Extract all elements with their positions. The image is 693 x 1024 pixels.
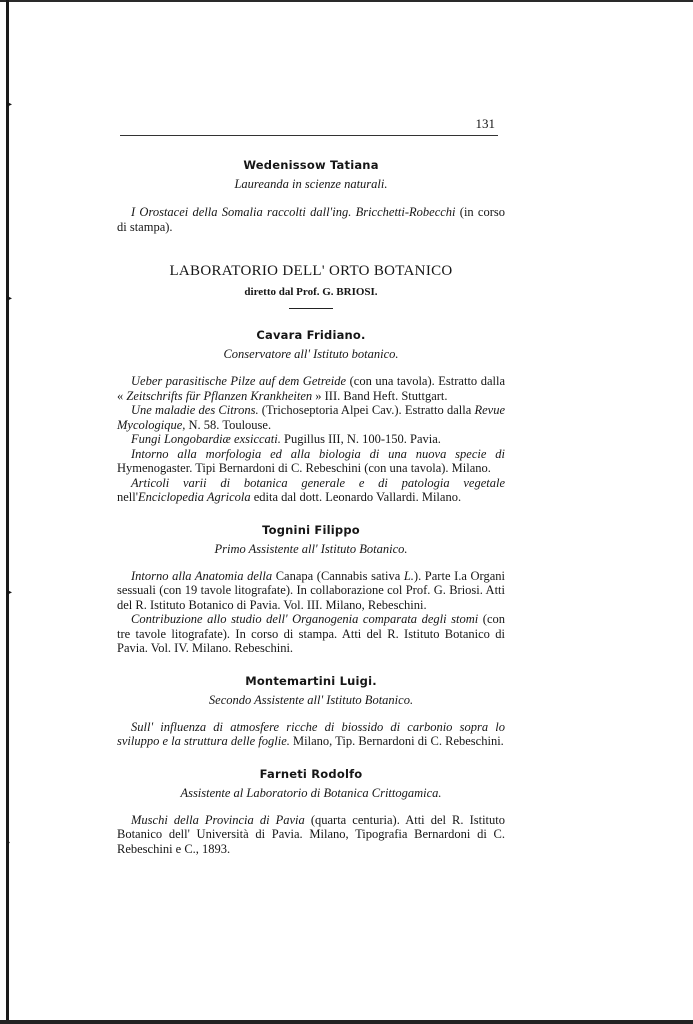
page-top-edge xyxy=(0,0,693,2)
publication-entry: Intorno alla Anatomia della Canapa (Cannabis sativa L.). Parte I.a Organi sessuali (con 19 tavole litografate). In collaborazione col Prof. G. Briosi. Atti del R. Istituto Botanico di Pavia. Vol. III. Milano, Rebeschini. xyxy=(117,568,506,612)
staff-role: Primo Assistente all' Istituto Botanico. xyxy=(214,541,408,556)
publication-entry: Intorno alla morfologia ed alla biologia di una nuova specie di Hymenogaster. Tipi Bernardoni di C. Rebeschini (con una tavola). Milano. xyxy=(117,446,505,475)
header-rule xyxy=(120,135,498,136)
staff-role: Assistente al Laboratorio di Botanica Crittogamica. xyxy=(180,785,442,800)
staff-role: Secondo Assistente all' Istituto Botanico. xyxy=(208,692,414,707)
staff-section xyxy=(117,674,505,749)
publication-entry: Muschi della Provincia di Pavia (quarta centuria). Atti del R. Istituto Botanico dell' Università di Pavia. Milano, Tipografia Bernardoni di C. Rebeschini e C., 1893. xyxy=(117,812,506,856)
publication-entry: Fungi Longobardiæ exsiccati. Pugillus III, N. 100-150. Pavia. xyxy=(131,432,441,446)
publication-entry: I Orostacei della Somalia raccolti dall'ing. Bricchetti-Robecchi (in corso di stampa). xyxy=(117,205,505,234)
publication-entry: Sull' influenza di atmosfere ricche di biossido di carbonio sopra lo sviluppo e la struttura delle foglie. Milano, Tip. Bernardoni di C. Rebeschini. xyxy=(117,719,505,748)
publication-entry: Articoli varii di botanica generale e di patologia vegetale nell'Enciclopedia Agricola edita dal dott. Leonardo Vallardi. Milano. xyxy=(117,475,505,504)
staff-role: Laureanda in scienze naturali. xyxy=(234,177,388,191)
staff-name: Montemartini Luigi. xyxy=(245,673,377,688)
page-bottom-edge xyxy=(0,1020,693,1024)
laboratory-heading xyxy=(117,263,505,309)
section-divider xyxy=(289,308,333,309)
laboratory-director: diretto dal Prof. G. BRIOSI. xyxy=(244,286,378,298)
binding-mark: ▸ xyxy=(7,99,13,110)
binding-mark: ▸ xyxy=(7,587,13,598)
publication-entry: Ueber parasitische Pilze auf dem Getreide (con una tavola). Estratto dalla « Zeitschrifts für Pflanzen Krankheiten » III. Band Heft. Stuttgart. xyxy=(117,374,506,403)
page-number: 131 xyxy=(475,116,495,131)
staff-name: Wedenissow Tatiana xyxy=(243,158,379,172)
page-binding-edge xyxy=(6,0,9,1024)
page-content xyxy=(117,158,505,856)
staff-name: Farneti Rodolfo xyxy=(259,766,363,781)
binding-mark: ▸ xyxy=(7,293,13,304)
staff-name: Tognini Filippo xyxy=(262,522,360,537)
staff-section xyxy=(117,328,505,505)
staff-section xyxy=(117,767,505,857)
staff-name: Cavara Fridiano. xyxy=(256,328,366,342)
publication-entry: Une maladie des Citrons. (Trichoseptoria Alpei Cav.). Estratto dalla Revue Mycologique, N. 58. Toulouse. xyxy=(117,403,505,432)
staff-section xyxy=(117,523,505,656)
staff-section xyxy=(117,158,505,234)
staff-role: Conservatore all' Istituto botanico. xyxy=(223,347,399,361)
binding-mark: › xyxy=(7,837,11,848)
publication-entry: Contribuzione allo studio dell' Organogenia comparata degli stomi (con tre tavole litografate). In corso di stampa. Atti del R. Istituto Botanico di Pavia. Vol. IV. Milano. Rebeschini. xyxy=(117,612,505,655)
laboratory-title: LABORATORIO DELL' ORTO BOTANICO xyxy=(169,263,453,279)
